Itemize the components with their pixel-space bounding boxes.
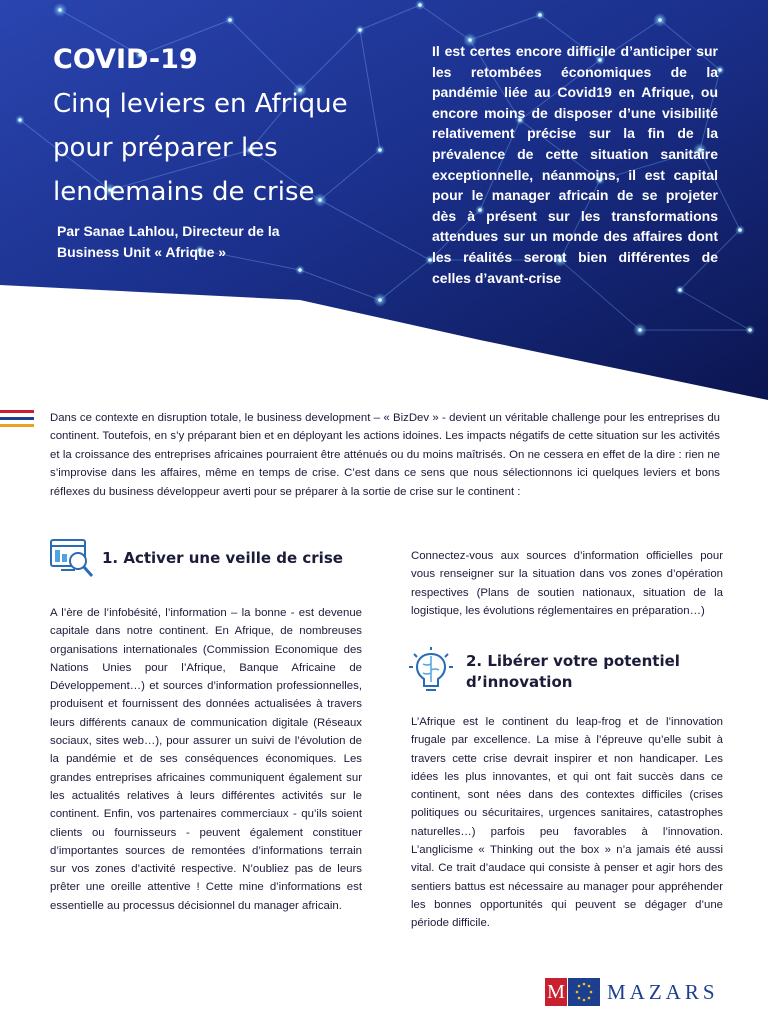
star-ring-icon: [568, 978, 600, 1006]
network-node: [678, 288, 682, 292]
section1-body: A l’ère de l’infobésité, l’information – la bonne - est devenue capitale dans notre continent. En Afrique, de nombreuses organisations internationales (Commission Economique des Nations Unies pour l’Afrique, Banque Africaine de Développement…) et sources d’information professionnelles, produisent et fournissent des données actualisées à travers leurs différents canaux de communication digitale (Réseaux sociaux, sites web…), pour assurer un suivi de l’évolution de la pandémie et de ses conséquences économiques. Les grandes entreprises africaines communiquent également sur les actualités relatives à leurs différentes activités sur le continent. Enfin, vos partenaires commerciaux - qu’ils soient clients ou fournisseurs - peuvent également constituer d’importantes sources de remontées d’informations terrain sur vos zones d’activité respective. N’oubliez pas de leurs prêter une oreille attentive ! Cette mine d’informations est essentielle au processus décisionnel du manager africain.: [50, 607, 362, 912]
network-node: [638, 328, 642, 332]
monitor-search-icon: [49, 537, 95, 586]
network-node: [418, 3, 422, 7]
hero-banner: [0, 0, 768, 400]
section1-continued: Connectez-vous aux sources d’information officielles pour vous renseigner sur la situation dans vos zones d’opération respectives (Plans de soutien nationaux, situation de la logistique, les évolutions réglementaires en préparation…): [411, 550, 723, 617]
network-node: [18, 118, 22, 122]
accent-stripe-red: [0, 410, 34, 413]
brain-idea-icon: [408, 646, 454, 699]
network-node: [738, 228, 742, 232]
logo-name: MAZARS: [607, 979, 719, 1004]
network-node: [58, 8, 62, 12]
section1-title: 1. Activer une veille de crise: [102, 549, 343, 567]
accent-stripes: [0, 410, 34, 431]
network-node: [748, 328, 752, 332]
author-byline: Par Sanae Lahlou, Directeur de la Business Unit « Afrique »: [57, 223, 280, 260]
network-node: [658, 18, 662, 22]
network-node: [538, 13, 542, 17]
title-covid: COVID-19: [53, 44, 198, 75]
lead-paragraph: Dans ce contexte en disruption totale, le business development – « BizDev » - devient un véritable challenge pour les entreprises du continent. Toutefois, en s’y préparant bien et en déployant les actions idoines. Les impacts négatifs de cette situation sur les activités et la croissance des entreprises africaines pourraient être atténués ou du moins maîtrisés. On ne cessera en effet de la dire : rien ne s’improvise dans les affaires, même en temps de crise. C’est dans ce sens que nous sélectionnons ici quelques leviers et bons réflexes du business développeur averti pour se préparer à la sortie de crise sur le continent :: [50, 412, 720, 498]
section2-title: [466, 651, 716, 693]
section2-title-line2: d’innovation: [466, 673, 573, 691]
intro-paragraph: Il est certes encore difficile d’anticiper sur les retombées économiques de la pandémie liée au Covid19 en Afrique, ou encore moins de disposer d’une visibilité relativement précise sur la fin de la prévalence de cette situation sanitaire exceptionnelle, néanmoins, il est capital pour le manager africain de se projeter dès à présent sur les transformations attendues sur un monde des affaires dont les réalités seront bien différentes de celles d’avant-crise: [432, 43, 718, 286]
network-node: [298, 268, 302, 272]
mazars-logo: [545, 977, 725, 1007]
accent-stripe-yellow: [0, 424, 34, 427]
network-node: [358, 28, 362, 32]
network-node: [228, 18, 232, 22]
hero-title: [53, 38, 393, 214]
network-node: [718, 68, 722, 72]
logo-mark: [545, 978, 600, 1006]
section2-title-line1: 2. Libérer votre potentiel: [466, 652, 680, 670]
accent-stripe-blue: [0, 417, 34, 420]
logo-letter: M: [545, 978, 567, 1006]
section2-body: L’Afrique est le continent du leap-frog et de l’innovation frugale par excellence. La mise à l’épreuve qu’elle subit à travers cette crise devrait inspirer et non handicaper. Les idées les plus innovantes, et qui ont fait succès dans ce continent, sont nées dans des contextes difficiles (crises politiques ou sécuritaires, urgences sanitaires, catastrophes naturelles…) parfois peu favorables à l’innovation. L’anglicisme « Thinking out the box » n’a jamais été aussi vital. Ce trait d’audace qui consiste à penser et agir hors des sentiers battus est nécessaire au manager pour appréhender les bonnes opportunités qui peuvent se dégager d’une période difficile.: [411, 716, 723, 930]
title-main: Cinq leviers en Afrique pour préparer les lendemains de crise: [53, 89, 348, 207]
network-node: [378, 298, 382, 302]
